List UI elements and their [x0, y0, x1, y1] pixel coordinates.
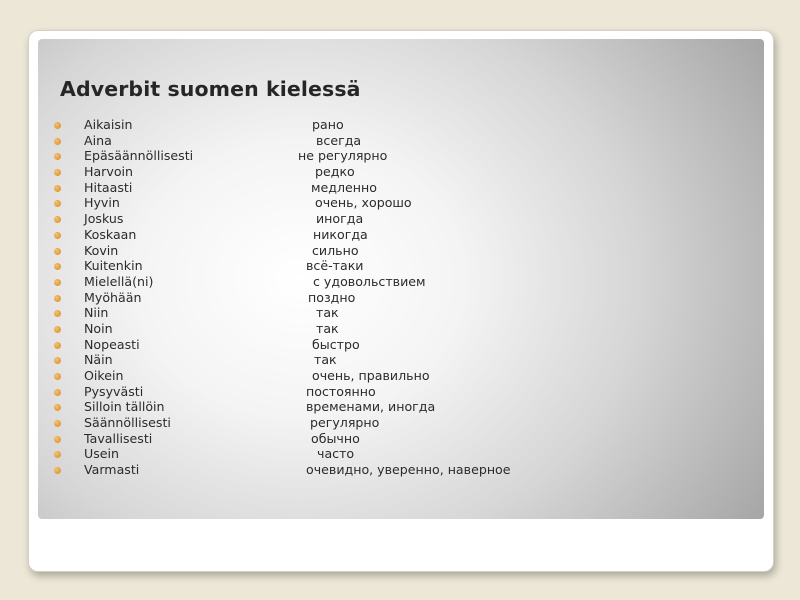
- bullet-icon: [54, 200, 61, 207]
- bullet-icon: [54, 279, 61, 286]
- russian-translation: сильно: [312, 242, 359, 258]
- russian-translation: очень, хорошо: [315, 195, 412, 211]
- bullet-icon: [54, 467, 61, 474]
- finnish-adverb: Aina: [84, 132, 112, 148]
- finnish-adverb: Noin: [84, 320, 113, 336]
- russian-translation: постоянно: [306, 383, 376, 399]
- finnish-adverb: Koskaan: [84, 226, 137, 242]
- bullet-icon: [54, 232, 61, 239]
- russian-translation: не регулярно: [298, 148, 388, 164]
- russian-translation: регулярно: [310, 415, 380, 431]
- finnish-adverb: Kuitenkin: [84, 258, 143, 274]
- bullet-icon: [54, 248, 61, 255]
- russian-translation: так: [314, 352, 337, 368]
- finnish-adverb: Harvoin: [84, 164, 134, 180]
- russian-translation: очевидно, уверенно, наверное: [306, 462, 511, 478]
- bullet-icon: [54, 185, 61, 192]
- bullet-icon: [54, 153, 61, 160]
- bullet-icon: [54, 357, 61, 364]
- bullet-icon: [54, 122, 61, 129]
- bullet-icon: [54, 295, 61, 302]
- russian-translation: быстро: [312, 336, 360, 352]
- bullet-icon: [54, 451, 61, 458]
- finnish-adverb: Niin: [84, 305, 109, 321]
- finnish-adverb: Tavallisesti: [84, 430, 153, 446]
- bullet-icon: [54, 420, 61, 427]
- page-title: Adverbit suomen kielessä: [60, 77, 361, 101]
- bullet-icon: [54, 326, 61, 333]
- finnish-adverb: Mielellä(ni): [84, 273, 154, 289]
- finnish-adverb: Epäsäännöllisesti: [84, 148, 194, 164]
- finnish-adverb: Näin: [84, 352, 113, 368]
- russian-translation: поздно: [308, 289, 356, 305]
- bullet-icon: [54, 342, 61, 349]
- finnish-adverb: Hyvin: [84, 195, 120, 211]
- finnish-adverb: Silloin tällöin: [84, 399, 165, 415]
- russian-translation: редко: [315, 164, 355, 180]
- russian-translation: очень, правильно: [312, 368, 430, 383]
- finnish-adverb: Hitaasti: [84, 179, 133, 195]
- russian-translation: медленно: [311, 179, 377, 195]
- finnish-adverb: Nopeasti: [84, 336, 140, 352]
- bullet-icon: [54, 138, 61, 145]
- finnish-adverb: Joskus: [84, 211, 124, 227]
- russian-translation: так: [316, 320, 339, 336]
- russian-translation: так: [316, 305, 339, 321]
- bullet-icon: [54, 389, 61, 396]
- finnish-adverb: Oikein: [84, 368, 124, 383]
- finnish-adverb: Säännöllisesti: [84, 415, 171, 431]
- bullet-icon: [54, 263, 61, 270]
- bullet-icon: [54, 404, 61, 411]
- russian-translation: обычно: [311, 430, 360, 446]
- bullet-icon: [54, 373, 61, 380]
- russian-translation: всегда: [316, 132, 362, 148]
- bullet-icon: [54, 169, 61, 176]
- content-panel: [38, 39, 764, 519]
- russian-translation: никогда: [313, 226, 368, 242]
- bullet-icon: [54, 310, 61, 317]
- bullet-icon: [54, 436, 61, 443]
- finnish-adverb: Usein: [84, 446, 120, 462]
- finnish-adverb: Pysyvästi: [84, 383, 144, 399]
- russian-translation: всё-таки: [306, 258, 364, 274]
- bullet-icon: [54, 216, 61, 223]
- russian-translation: временами, иногда: [306, 399, 436, 415]
- finnish-adverb: Varmasti: [84, 462, 140, 478]
- russian-translation: с удовольствием: [313, 273, 426, 289]
- russian-translation: часто: [317, 446, 355, 462]
- russian-translation: рано: [312, 117, 344, 132]
- finnish-adverb: Myöhään: [84, 289, 142, 305]
- finnish-adverb: Kovin: [84, 242, 119, 258]
- finnish-adverb: Aikaisin: [84, 117, 133, 132]
- slide: [28, 30, 774, 572]
- russian-translation: иногда: [316, 211, 364, 227]
